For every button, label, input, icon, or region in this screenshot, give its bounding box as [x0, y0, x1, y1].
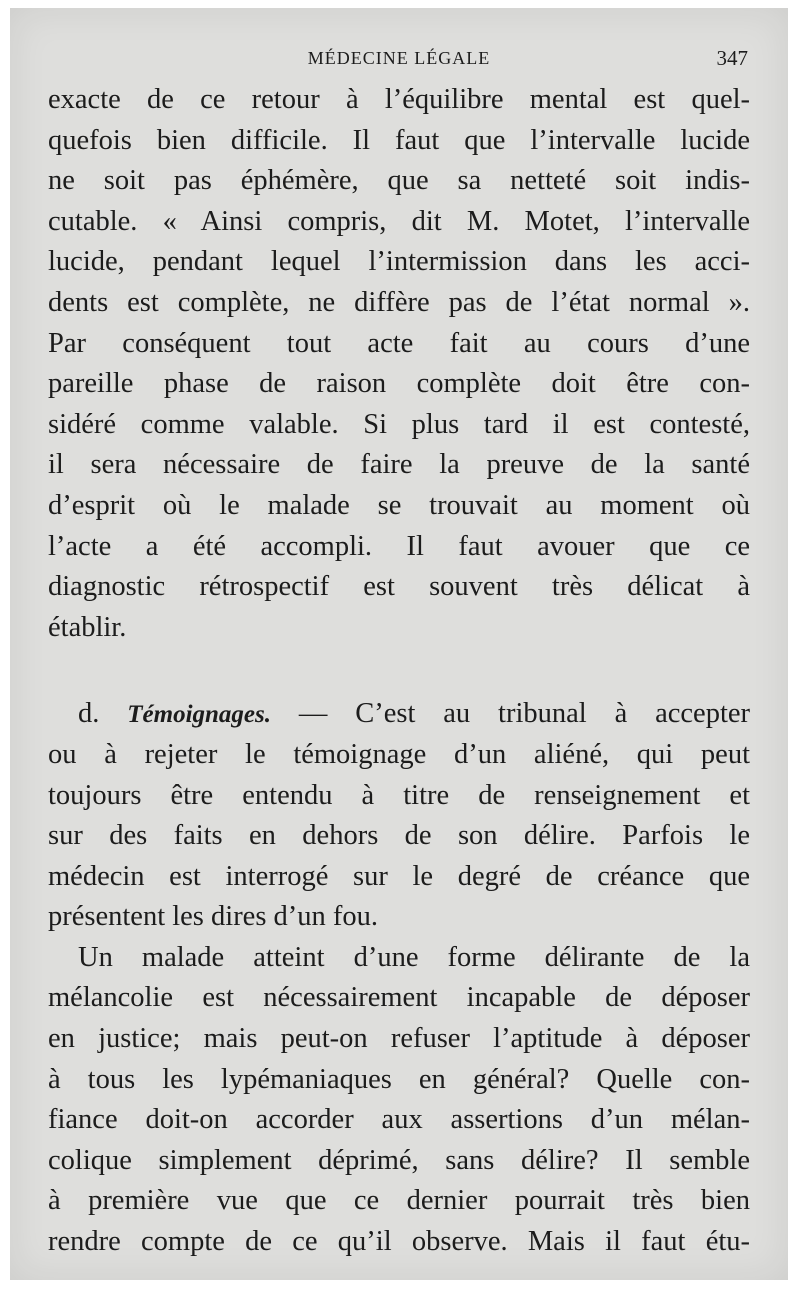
text-line: ne soit pas éphémère, que sa netteté soit indis-	[48, 165, 750, 197]
text-line: sidéré comme valable. Si plus tard il est contesté,	[48, 408, 750, 440]
text-line: quefois bien difficile. Il faut que l’intervalle lucide	[48, 124, 750, 156]
text-line: médecin est interrogé sur le degré de créance que	[48, 860, 750, 892]
text-line: mélancolie est nécessairement incapable de déposer	[48, 982, 750, 1014]
text-line: exacte de ce retour à l’équilibre mental est quel-	[48, 84, 750, 115]
book-page	[48, 44, 750, 1263]
text-line: ou à rejeter le témoignage d’un aliéné, qui peut	[48, 738, 750, 770]
text-line: rendre compte de ce qu’il observe. Mais il faut étu-	[48, 1226, 750, 1258]
text-line: à tous les lypémaniaques en général? Quelle con-	[48, 1063, 750, 1095]
running-head	[48, 44, 750, 80]
text-line: présentent les dires d’un fou.	[48, 901, 379, 933]
text-line: colique simplement déprimé, sans délire? Il semble	[48, 1144, 750, 1176]
text-line: dents est complète, ne diffère pas de l’état normal ».	[48, 286, 750, 318]
section-gap	[48, 648, 750, 694]
text-line: il sera nécessaire de faire la preuve de la santé	[48, 449, 750, 481]
section-temoignages	[48, 694, 750, 938]
section-title: Témoignages.	[127, 701, 271, 729]
page-number: 347	[716, 46, 748, 70]
text-line: cutable. « Ainsi compris, dit M. Motet, l’intervalle	[48, 205, 750, 237]
text-line: Par conséquent tout acte fait au cours d’une	[48, 327, 750, 359]
section-letter: d.	[78, 698, 100, 730]
section-heading-line	[48, 694, 750, 735]
text-line: lucide, pendant lequel l’intermission dans les acci-	[48, 246, 750, 278]
paragraph-1	[48, 80, 750, 648]
text-line: l’acte a été accompli. Il faut avouer que ce	[48, 530, 750, 562]
text-line: diagnostic rétrospectif est souvent très délicat à	[48, 571, 750, 603]
text-line: fiance doit-on accorder aux assertions d’un mélan-	[48, 1104, 750, 1136]
text-line: établir.	[48, 611, 127, 643]
text-line: toujours être entendu à titre de renseignement et	[48, 779, 750, 811]
text-line: d’esprit où le malade se trouvait au moment où	[48, 489, 750, 521]
text-line: pareille phase de raison complète doit être con-	[48, 368, 750, 400]
paragraph-2	[48, 938, 750, 1263]
text-line: en justice; mais peut-on refuser l’aptitude à déposer	[48, 1023, 750, 1055]
text-line: à première vue que ce dernier pourrait très bien	[48, 1185, 750, 1217]
text-line: sur des faits en dehors de son délire. Parfois le	[48, 820, 750, 852]
text-line: Un malade atteint d’une forme délirante de la	[78, 941, 750, 973]
section-first-line-text: — C’est au tribunal à accepter	[298, 698, 750, 730]
running-title: MÉDECINE LÉGALE	[307, 48, 491, 68]
